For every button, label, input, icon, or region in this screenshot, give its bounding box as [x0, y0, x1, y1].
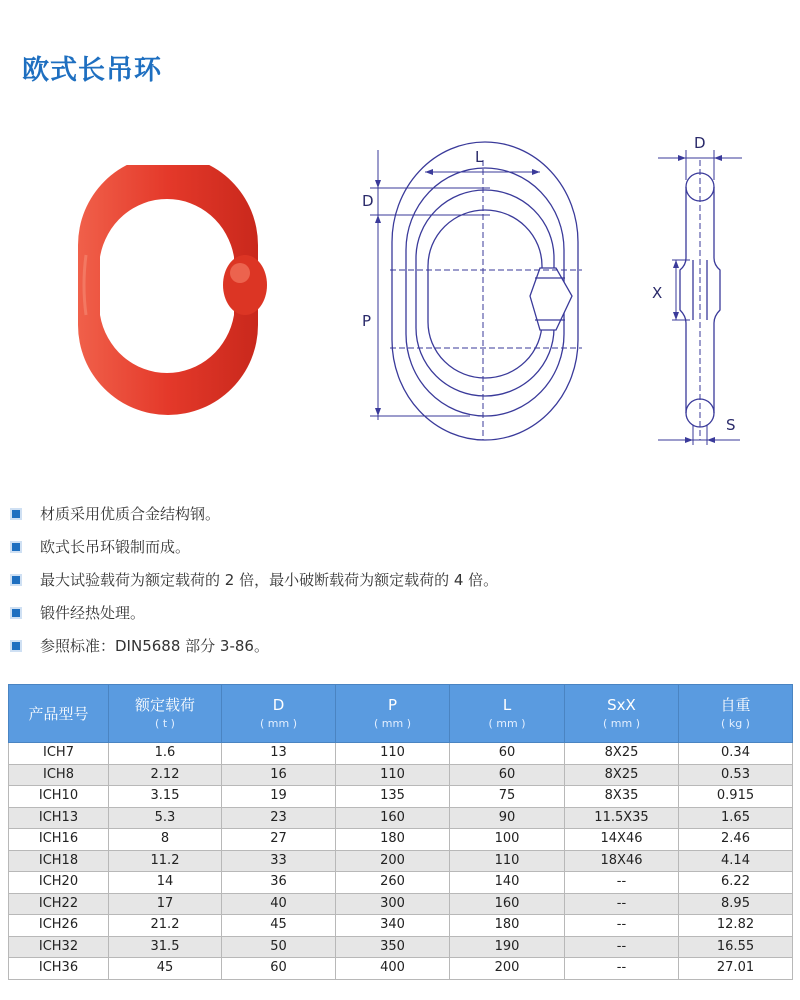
- bullet-square-icon: [12, 510, 20, 518]
- header-unit: ( mm ): [488, 717, 526, 731]
- feature-item: [12, 596, 498, 629]
- table-cell: --: [565, 872, 679, 894]
- table-cell: 50: [222, 936, 336, 958]
- table-cell: 36: [222, 872, 336, 894]
- table-header-row: [9, 685, 793, 743]
- table-cell: ICH16: [9, 829, 109, 851]
- table-cell: 23: [222, 807, 336, 829]
- header-label: 额定载荷: [134, 696, 195, 715]
- dimension-lines: [370, 150, 540, 420]
- table-cell: 0.53: [679, 764, 793, 786]
- dimension-label-X: X: [652, 284, 663, 302]
- bullet-square-icon: [12, 576, 20, 584]
- table-cell: --: [565, 893, 679, 915]
- table-cell: 19: [222, 786, 336, 808]
- table-cell: --: [565, 958, 679, 980]
- table-cell: ICH13: [9, 807, 109, 829]
- table-cell: 45: [222, 915, 336, 937]
- table-cell: 0.915: [679, 786, 793, 808]
- table-cell: 75: [450, 786, 565, 808]
- table-cell: 6.22: [679, 872, 793, 894]
- header-unit: ( t ): [155, 717, 175, 731]
- table-row: [9, 936, 793, 958]
- feature-text: 参照标准：DIN5688 部分 3-86。: [40, 637, 269, 655]
- header-p: [336, 685, 450, 743]
- table-cell: 12.82: [679, 915, 793, 937]
- feature-text: 锻件经热处理。: [40, 604, 146, 622]
- table-cell: 190: [450, 936, 565, 958]
- table-cell: 1.65: [679, 807, 793, 829]
- table-cell: 60: [222, 958, 336, 980]
- table-cell: 4.14: [679, 850, 793, 872]
- table-cell: 180: [450, 915, 565, 937]
- table-cell: 21.2: [109, 915, 222, 937]
- master-link-illustration: [68, 165, 268, 465]
- table-row: [9, 743, 793, 765]
- table-cell: 400: [336, 958, 450, 980]
- table-cell: 8X25: [565, 764, 679, 786]
- table-cell: 8X25: [565, 743, 679, 765]
- header-unit: ( kg ): [721, 717, 750, 731]
- dimension-label-P: P: [362, 312, 372, 330]
- side-view-drawing: [640, 120, 760, 460]
- table-cell: ICH36: [9, 958, 109, 980]
- bullet-square-icon: [12, 609, 20, 617]
- table-cell: 110: [450, 850, 565, 872]
- table-cell: 90: [450, 807, 565, 829]
- header-l: [450, 685, 565, 743]
- feature-item: [12, 629, 498, 662]
- feature-item: [12, 497, 498, 530]
- table-row: [9, 764, 793, 786]
- table-row: [9, 850, 793, 872]
- header-sxx: [565, 685, 679, 743]
- header-unit: ( mm ): [259, 717, 297, 731]
- header-label: 产品型号: [28, 704, 89, 723]
- table-cell: 60: [450, 743, 565, 765]
- table-cell: 16: [222, 764, 336, 786]
- table-cell: 3.15: [109, 786, 222, 808]
- table-cell: 27: [222, 829, 336, 851]
- table-row: [9, 915, 793, 937]
- table-cell: 200: [336, 850, 450, 872]
- table-row: [9, 829, 793, 851]
- table-row: [9, 872, 793, 894]
- spec-table: [8, 684, 793, 980]
- front-view-lines: [392, 142, 578, 440]
- table-cell: 135: [336, 786, 450, 808]
- header-d: [222, 685, 336, 743]
- table-cell: 110: [336, 743, 450, 765]
- table-cell: 11.2: [109, 850, 222, 872]
- table-cell: 14: [109, 872, 222, 894]
- header-unit: ( mm ): [602, 717, 640, 731]
- header-weight: [679, 685, 793, 743]
- header-label: SxX: [607, 696, 636, 715]
- table-cell: 31.5: [109, 936, 222, 958]
- front-view-drawing: [350, 120, 590, 460]
- table-cell: 5.3: [109, 807, 222, 829]
- table-cell: 200: [450, 958, 565, 980]
- table-cell: ICH22: [9, 893, 109, 915]
- dimension-label-D-side: D: [694, 134, 706, 152]
- header-label: L: [502, 696, 512, 715]
- table-cell: 350: [336, 936, 450, 958]
- header-label: D: [272, 696, 285, 715]
- table-cell: --: [565, 915, 679, 937]
- product-figures: [0, 120, 800, 460]
- table-body: [9, 743, 793, 980]
- header-label: P: [387, 696, 398, 715]
- table-cell: ICH7: [9, 743, 109, 765]
- feature-item: [12, 563, 498, 596]
- table-cell: 8: [109, 829, 222, 851]
- table-row: [9, 958, 793, 980]
- table-cell: ICH8: [9, 764, 109, 786]
- table-cell: 8X35: [565, 786, 679, 808]
- table-cell: ICH26: [9, 915, 109, 937]
- table-cell: 17: [109, 893, 222, 915]
- table-cell: 160: [450, 893, 565, 915]
- table-cell: 160: [336, 807, 450, 829]
- feature-text: 最大试验载荷为额定载荷的 2 倍，最小破断载荷为额定载荷的 4 倍。: [40, 571, 499, 589]
- feature-item: [12, 530, 498, 563]
- feature-text: 材质采用优质合金结构钢。: [40, 505, 221, 523]
- table-cell: 40: [222, 893, 336, 915]
- bullet-square-icon: [12, 642, 20, 650]
- table-cell: 110: [336, 764, 450, 786]
- table-cell: ICH20: [9, 872, 109, 894]
- table-cell: 18X46: [565, 850, 679, 872]
- table-cell: 300: [336, 893, 450, 915]
- table-cell: --: [565, 936, 679, 958]
- table-row: [9, 893, 793, 915]
- table-row: [9, 786, 793, 808]
- table-cell: 1.6: [109, 743, 222, 765]
- page-title: 欧式长吊环: [22, 55, 162, 86]
- table-cell: 14X46: [565, 829, 679, 851]
- table-cell: ICH18: [9, 850, 109, 872]
- table-cell: 340: [336, 915, 450, 937]
- table-cell: 60: [450, 764, 565, 786]
- table-cell: 27.01: [679, 958, 793, 980]
- table-row: [9, 807, 793, 829]
- table-cell: 16.55: [679, 936, 793, 958]
- table-cell: 260: [336, 872, 450, 894]
- table-cell: 100: [450, 829, 565, 851]
- dimension-label-D-front: D: [362, 192, 374, 210]
- table-cell: 2.12: [109, 764, 222, 786]
- feature-list: [12, 497, 498, 662]
- table-cell: 33: [222, 850, 336, 872]
- header-model: [9, 685, 109, 743]
- dimension-label-L: L: [475, 148, 484, 166]
- dimension-label-S: S: [726, 416, 736, 434]
- feature-text: 欧式长吊环锻制而成。: [40, 538, 191, 556]
- table-cell: 0.34: [679, 743, 793, 765]
- table-cell: ICH32: [9, 936, 109, 958]
- header-unit: ( mm ): [373, 717, 411, 731]
- table-cell: ICH10: [9, 786, 109, 808]
- table-cell: 11.5X35: [565, 807, 679, 829]
- table-cell: 13: [222, 743, 336, 765]
- table-cell: 140: [450, 872, 565, 894]
- table-cell: 2.46: [679, 829, 793, 851]
- table-cell: 45: [109, 958, 222, 980]
- bullet-square-icon: [12, 543, 20, 551]
- header-label: 自重: [720, 696, 751, 715]
- table-cell: 8.95: [679, 893, 793, 915]
- header-rated-load: [109, 685, 222, 743]
- table-cell: 180: [336, 829, 450, 851]
